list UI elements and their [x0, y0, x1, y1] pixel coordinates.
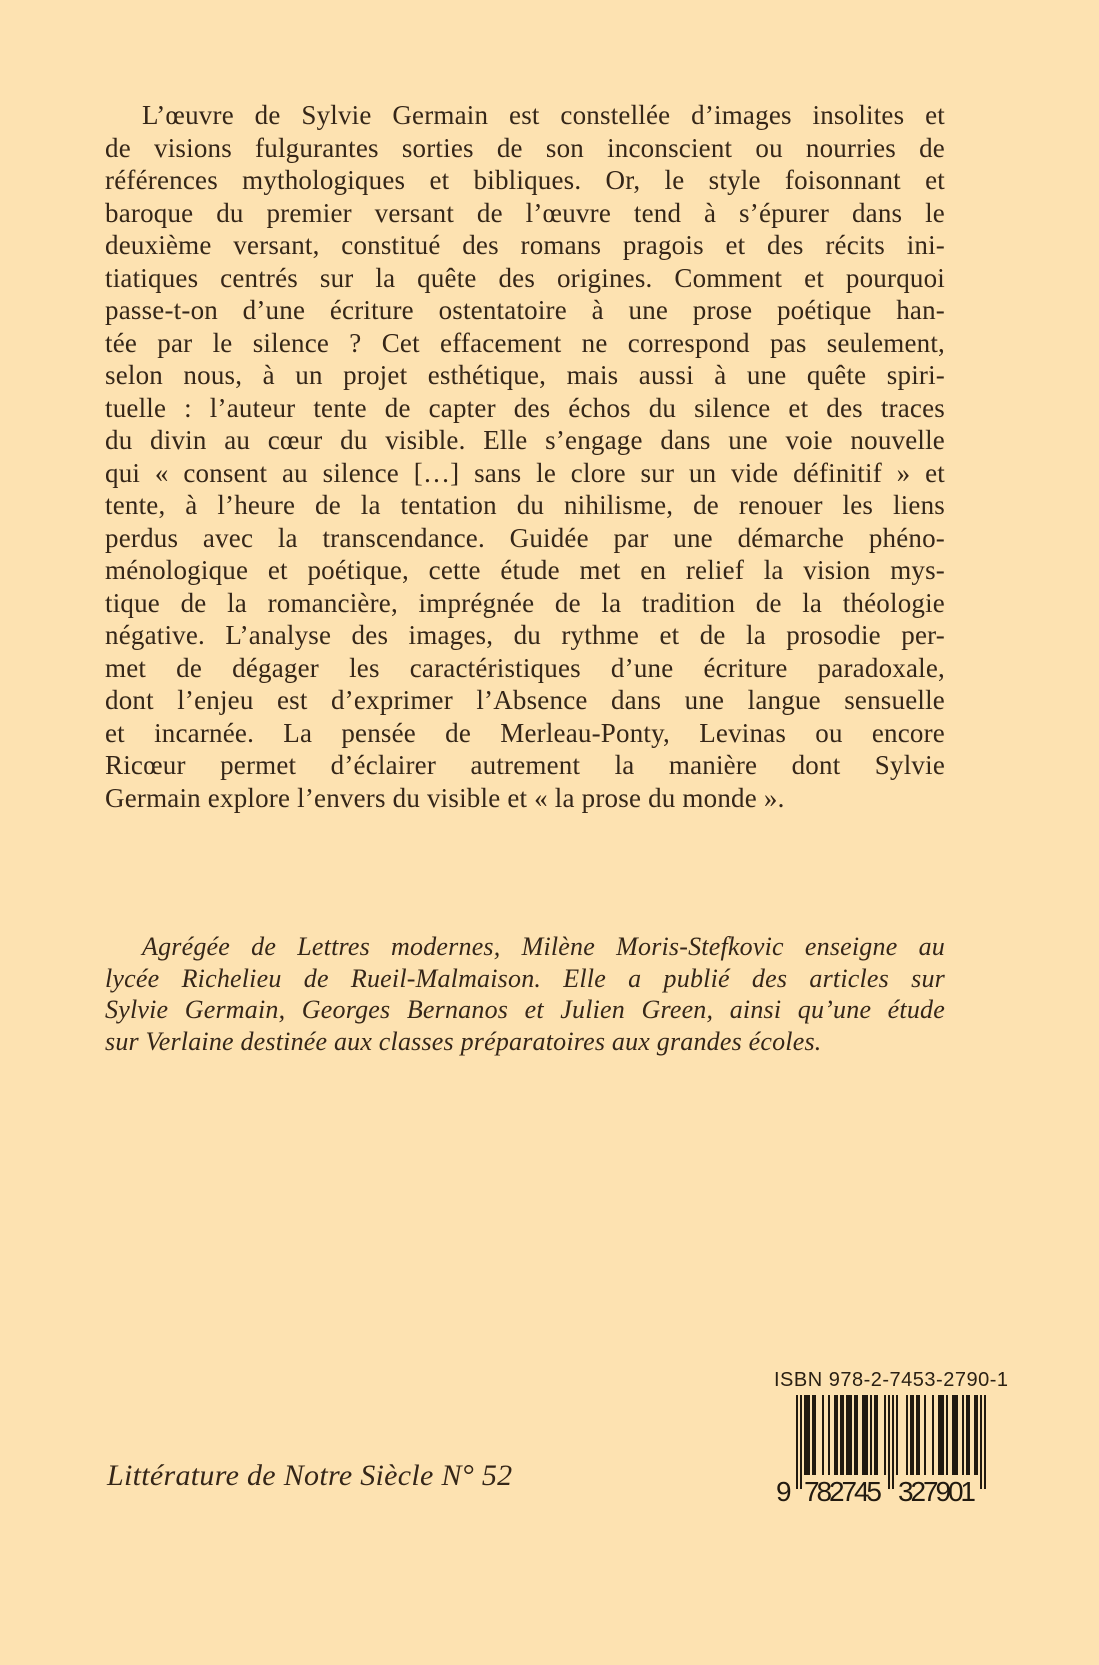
text-line: tuelle : l’auteur tente de capter des échos du silence et des traces [105, 392, 945, 423]
text-line: dont l’enjeu est d’exprimer l’Absence dans une langue sensuelle [105, 685, 945, 715]
text-line: qui « consent au silence […] sans le clore sur un vide définitif » et [105, 457, 945, 488]
text-line: tique de la romancière, imprégnée de la tradition de la théologie [105, 587, 945, 618]
text-line: du divin au cœur du visible. Elle s’engage dans une voie nouvelle [105, 425, 945, 455]
text-line: Germain explore l’envers du visible et « la prose du monde ». [105, 782, 785, 813]
text-line: ménologique et poétique, cette étude met en relief la vision mys- [105, 555, 945, 585]
synopsis-paragraph [105, 99, 945, 814]
text-line: selon nous, à un projet esthétique, mais aussi à une quête spiri- [105, 360, 945, 390]
isbn-number-label: ISBN 978-2-7453-2790-1 [774, 1369, 1009, 1391]
collection-series-label: Littérature de Notre Siècle N° 52 [107, 1459, 513, 1492]
text-line: et incarnée. La pensée de Merleau-Ponty, Levinas ou encore [105, 717, 945, 748]
text-line: lycée Richelieu de Rueil-Malmaison. Elle a publié des articles sur [105, 963, 945, 993]
text-line: baroque du premier versant de l’œuvre tend à s’épurer dans le [105, 197, 945, 228]
text-line: perdus avec la transcendance. Guidée par une démarche phéno- [105, 522, 945, 553]
ean13-barcode [774, 1395, 992, 1505]
text-line: deuxième versant, constitué des romans pragois et des récits ini- [105, 230, 945, 260]
text-line: références mythologiques et bibliques. Or, le style foisonnant et [105, 165, 945, 195]
text-line: tiatiques centrés sur la quête des origines. Comment et pourquoi [105, 262, 945, 293]
text-line: Agrégée de Lettres modernes, Milène Moris-Stefkovic enseigne au [142, 932, 945, 961]
text-line: tée par le silence ? Cet effacement ne correspond pas seulement, [105, 327, 945, 358]
svg-text:327901: 327901 [898, 1476, 976, 1505]
text-line: tente, à l’heure de la tentation du nihilisme, de renouer les liens [105, 490, 945, 520]
text-line: L’œuvre de Sylvie Germain est constellée d’images insolites et [142, 100, 945, 130]
text-line: passe-t-on d’une écriture ostentatoire à une prose poétique han- [105, 295, 945, 325]
isbn-block [774, 1369, 1009, 1505]
text-line: Sylvie Germain, Georges Bernanos et Julien Green, ainsi qu’une étude [105, 995, 945, 1024]
svg-text:782745: 782745 [804, 1476, 882, 1505]
text-line: de visions fulgurantes sorties de son inconscient ou nourries de [105, 132, 945, 163]
text-line: Ricœur permet d’éclairer autrement la manière dont Sylvie [105, 750, 945, 780]
text-line: met de dégager les caractéristiques d’une écriture paradoxale, [105, 652, 945, 683]
author-bio-paragraph [105, 931, 945, 1057]
text-line: négative. L’analyse des images, du rythme et de la prosodie per- [105, 620, 945, 650]
svg-text:9: 9 [776, 1476, 792, 1505]
text-line: sur Verlaine destinée aux classes préparatoires aux grandes écoles. [105, 1026, 822, 1056]
